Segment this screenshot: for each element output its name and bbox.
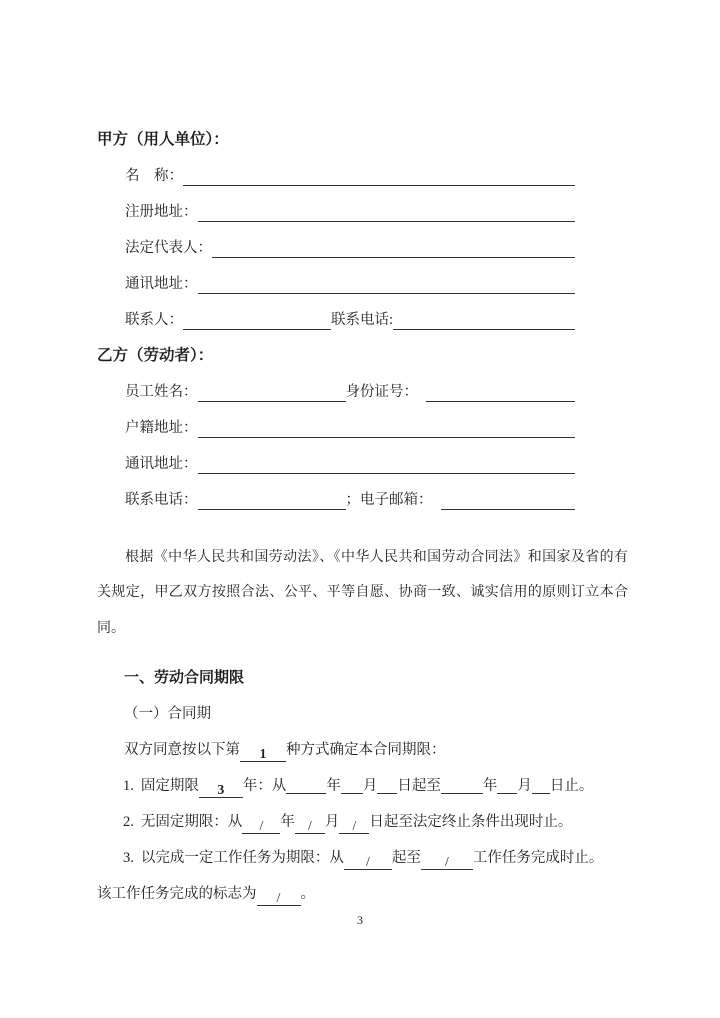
- id-number-label: 身份证号：: [345, 384, 418, 400]
- party-b-mailing-address-blank-line: [198, 473, 576, 474]
- item-1-start-day-blank: [377, 778, 397, 794]
- item-1-text: 月: [362, 778, 378, 795]
- legal-representative-label: 法定代表人：: [125, 240, 212, 256]
- term-method-prefix: 双方同意按以下第: [124, 742, 240, 759]
- item-2-text: 日起至法定终止条件出现时止。: [369, 814, 573, 831]
- term-item-2-open-ended: [97, 804, 628, 840]
- item-2-year-blank: /: [242, 818, 280, 834]
- item-2-month-blank: /: [295, 818, 325, 834]
- item-1-text: 年: [482, 778, 498, 795]
- party-a-name-row: [97, 158, 628, 194]
- party-b-household-address-row: [97, 410, 628, 446]
- item-3-text: 起至: [391, 850, 421, 867]
- item-1-end-year-blank: [441, 778, 483, 794]
- preamble-line-3: 同。: [97, 620, 125, 636]
- contact-phone-blank-line: [393, 329, 575, 330]
- employee-name-label: 员工姓名：: [125, 384, 198, 400]
- item-1-text: 固定期限: [140, 778, 199, 795]
- household-address-blank-line: [198, 437, 576, 438]
- subsection-contract-period-heading: （一）合同期: [124, 706, 211, 723]
- term-method-line: [97, 732, 628, 768]
- item-2-text: 无固定期限：从: [140, 814, 243, 831]
- preamble-paragraph: [97, 540, 628, 646]
- email-blank-line: [441, 509, 576, 510]
- registered-address-blank-line: [198, 221, 576, 222]
- party-b-mailing-address-row: [97, 446, 628, 482]
- party-b-name-row: [97, 374, 628, 410]
- page-number: 3: [357, 913, 363, 927]
- item-3-end-blank: /: [421, 854, 473, 870]
- item-2-day-blank: /: [339, 818, 369, 834]
- item-1-text: 月: [517, 778, 532, 795]
- id-number-blank-line: [426, 401, 575, 402]
- legal-representative-blank-line: [212, 257, 575, 258]
- party-b-phone-blank-line: [198, 509, 346, 510]
- item-3-continuation-text: 。: [300, 886, 315, 903]
- item-1-text: 年: [326, 778, 341, 795]
- employee-name-blank-line: [198, 401, 346, 402]
- item-1-text: 年：从: [242, 778, 287, 795]
- contact-person-blank-line: [183, 329, 331, 330]
- party-a-mailing-address-row: [97, 266, 628, 302]
- term-item-1-fixed: [97, 768, 628, 804]
- household-address-label: 户籍地址：: [125, 420, 198, 436]
- party-a-contact-row: [97, 302, 628, 338]
- party-a-heading: 甲方（用人单位）：: [97, 131, 229, 148]
- mailing-address-blank-line: [198, 293, 576, 294]
- item-3-number: 3.: [123, 850, 134, 867]
- item-1-text: 日止。: [549, 778, 594, 795]
- contact-person-label: 联系人：: [125, 312, 183, 328]
- item-2-text: 年: [280, 814, 295, 831]
- party-a-registered-address-row: [97, 194, 628, 230]
- item-1-end-month-blank: [497, 778, 517, 794]
- item-3-mark-blank: /: [257, 890, 301, 906]
- item-2-text: 月: [324, 814, 340, 831]
- page-content: [97, 122, 628, 912]
- item-1-years-blank: 3: [199, 782, 243, 798]
- party-b-phone-label: 联系电话：: [125, 492, 198, 508]
- item-1-text: 日起至: [397, 778, 441, 795]
- item-2-number: 2.: [123, 814, 134, 831]
- email-label: ；电子邮箱：: [345, 492, 433, 508]
- section-one-heading: 一、劳动合同期限: [124, 670, 245, 687]
- name-label: 名 称：: [125, 168, 183, 184]
- name-blank-line: [183, 185, 575, 186]
- item-3-continuation-text: 该工作任务完成的标志为: [97, 886, 257, 903]
- party-b-heading: 乙方（劳动者）：: [97, 347, 214, 364]
- contact-phone-label: 联系电话:: [331, 312, 394, 328]
- term-item-3-continuation: [97, 876, 628, 912]
- item-1-end-day-blank: [532, 778, 550, 794]
- party-b-mailing-address-label: 通讯地址：: [125, 456, 198, 472]
- term-method-selected-blank: 1: [240, 746, 286, 762]
- item-3-start-blank: /: [344, 854, 392, 870]
- preamble-line-1: 根据《中华人民共和国劳动法》、《中华人民共和国劳动合同法》和国家及省的有: [125, 550, 628, 565]
- item-1-start-month-blank: [341, 778, 363, 794]
- registered-address-label: 注册地址：: [125, 204, 198, 220]
- party-b-phone-row: [97, 482, 628, 518]
- item-1-number: 1.: [123, 778, 134, 795]
- term-method-suffix: 种方式确定本合同期限：: [286, 742, 446, 759]
- preamble-line-2: 关规定，甲乙双方按照合法、公平、平等自愿、协商一致、诚实信用的原则订立本合: [97, 585, 628, 601]
- party-a-legal-representative-row: [97, 230, 628, 266]
- term-item-3-task-based: [97, 840, 628, 876]
- item-3-text: 工作任务完成时止。: [472, 850, 604, 867]
- item-1-start-year-blank: [286, 778, 326, 794]
- mailing-address-label: 通讯地址：: [125, 276, 198, 292]
- item-3-text: 以完成一定工作任务为期限：从: [140, 850, 344, 867]
